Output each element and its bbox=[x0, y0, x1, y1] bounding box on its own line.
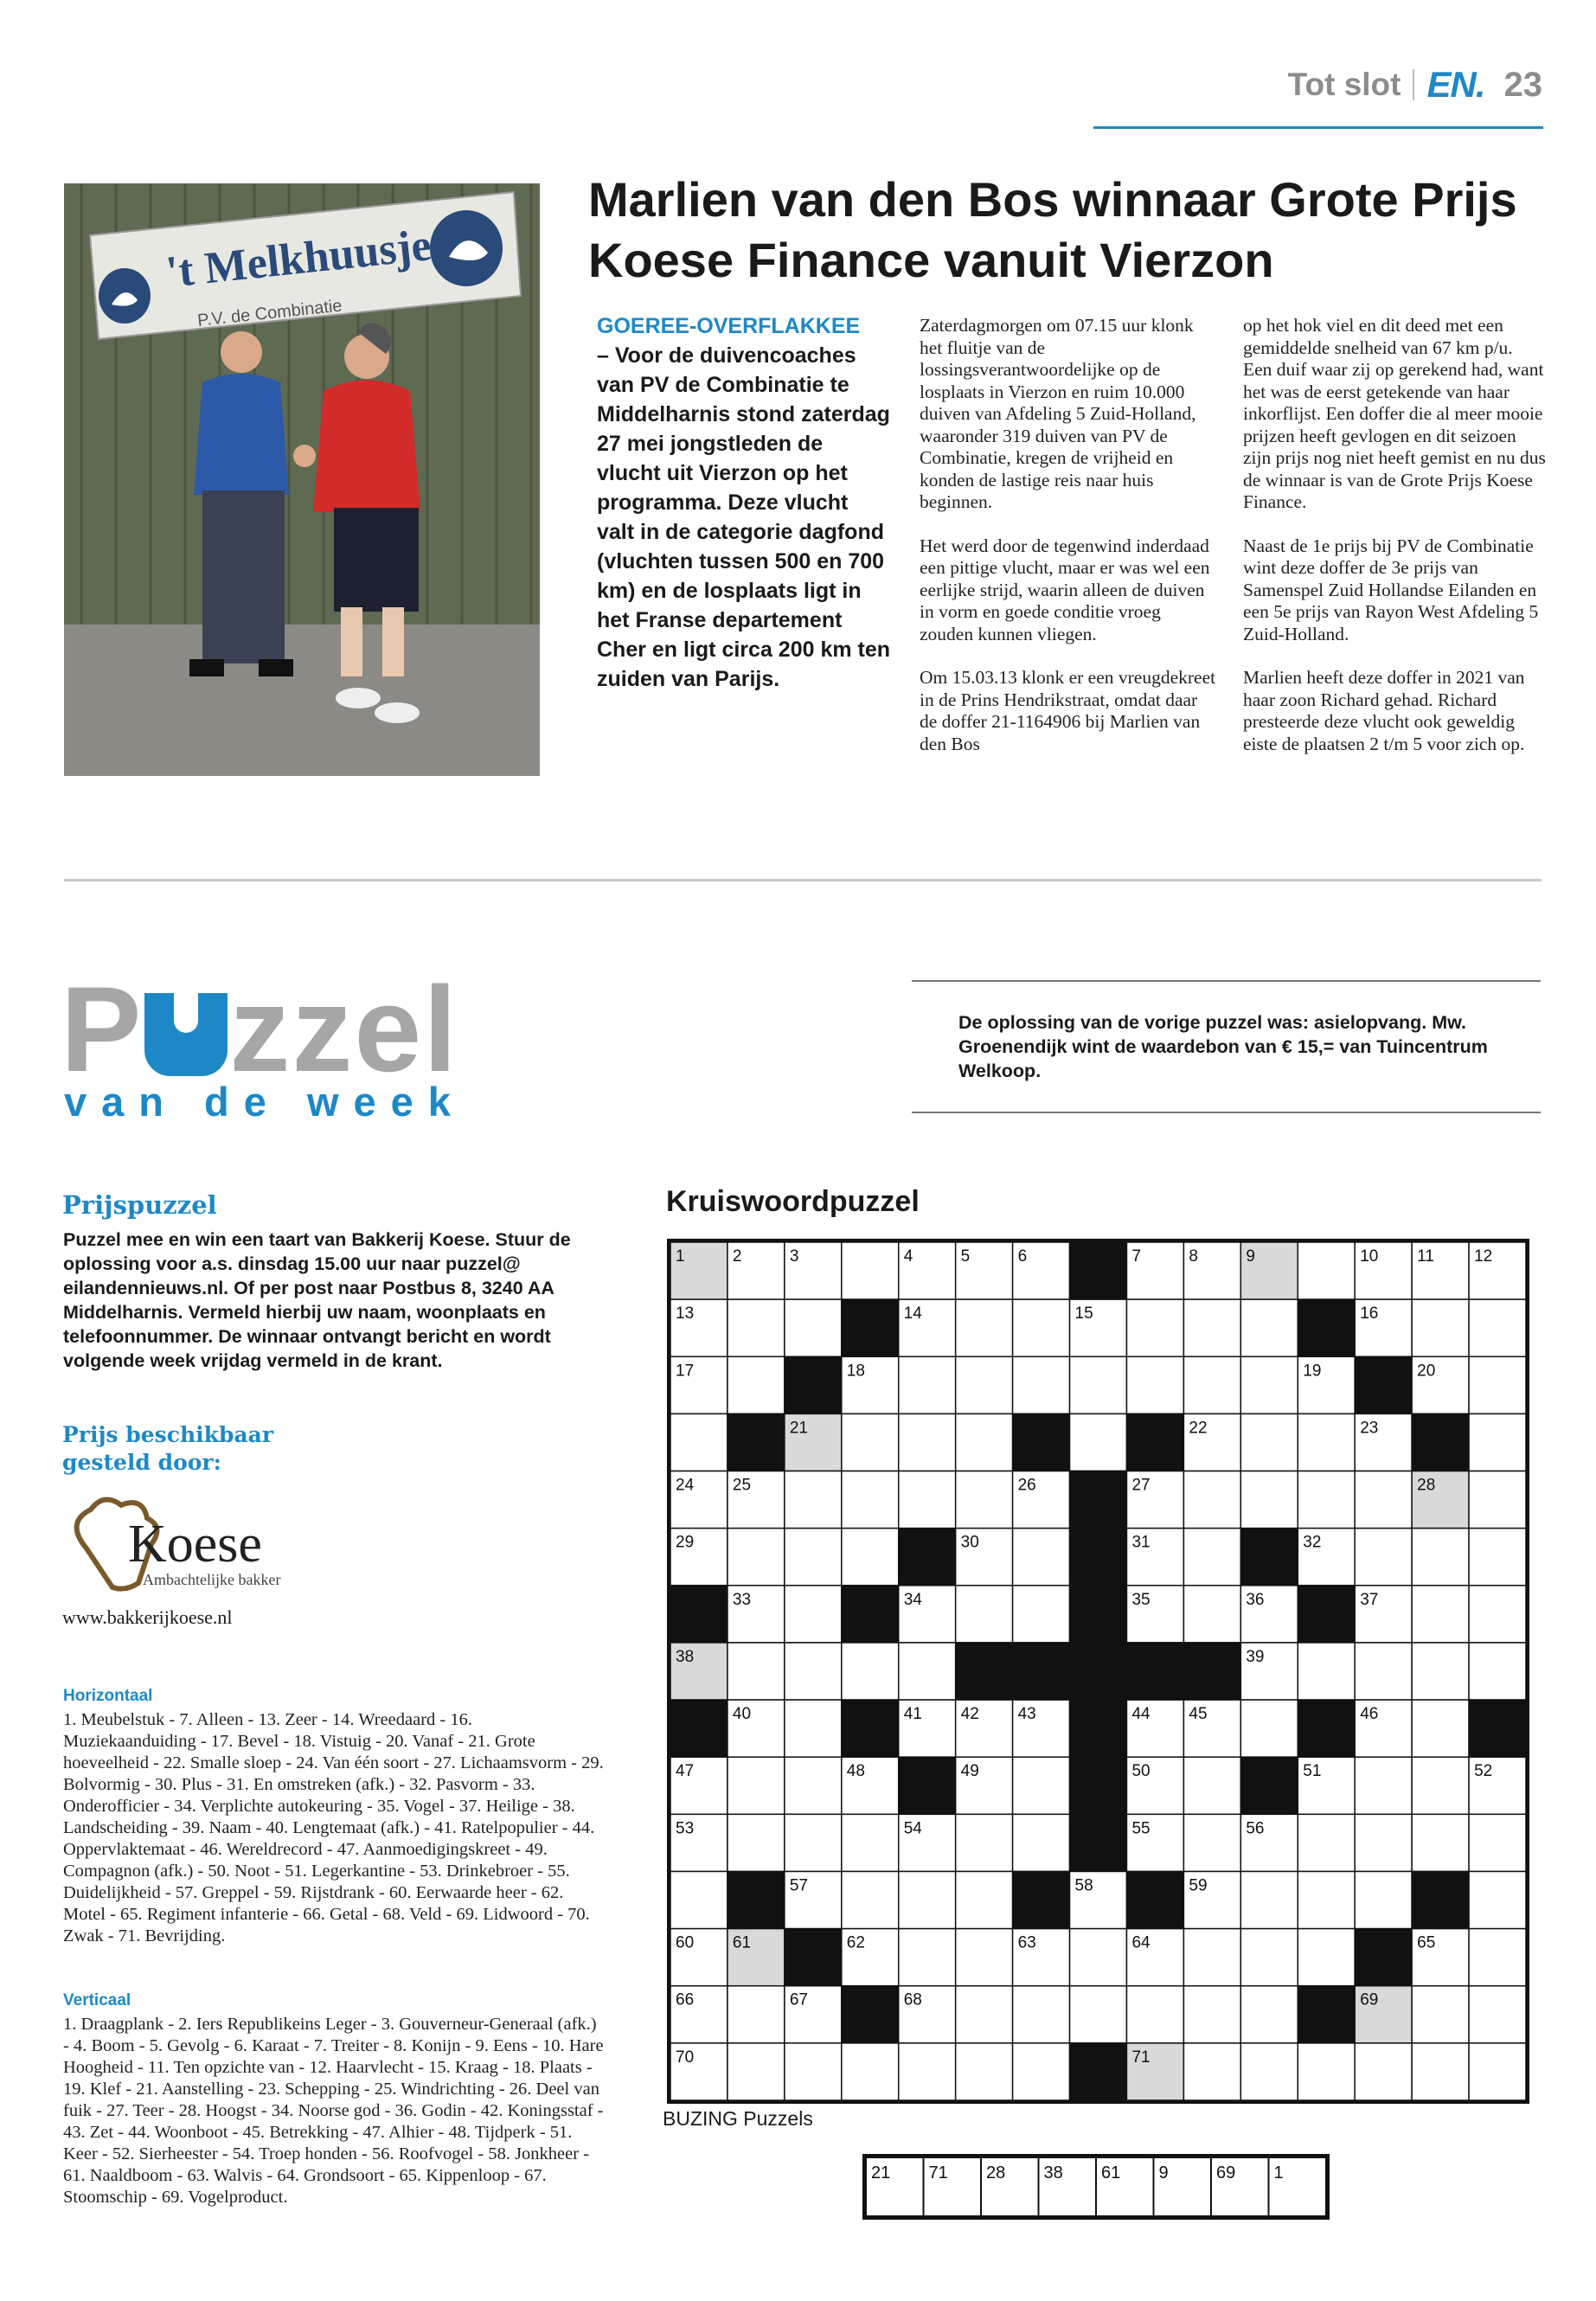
grid-cell-black bbox=[1070, 1757, 1127, 1814]
newspaper-logo: EN. bbox=[1426, 64, 1485, 105]
grid-cell[interactable] bbox=[1240, 1929, 1298, 1986]
grid-cell[interactable] bbox=[1469, 1356, 1526, 1413]
grid-cell-black bbox=[1070, 1471, 1127, 1529]
grid-cell[interactable] bbox=[1469, 1871, 1526, 1928]
paragraph: Om 15.03.13 klonk er een vreugdekreet in de Prins Hendrikstraat, omdat daar de doffer 21-1164906 bij Marlien van den Bos bbox=[920, 667, 1216, 754]
grid-cell[interactable] bbox=[956, 1356, 1013, 1413]
grid-number: 52 bbox=[1474, 1762, 1493, 1781]
grid-cell-black bbox=[956, 1643, 1013, 1700]
grid-cell[interactable] bbox=[1298, 1871, 1355, 1928]
grid-cell-black bbox=[1412, 1413, 1469, 1471]
grid-cell[interactable] bbox=[956, 1986, 1013, 2043]
grid-number: 13 bbox=[676, 1304, 695, 1324]
grid-cell-black bbox=[1070, 2043, 1127, 2100]
grid-cell[interactable] bbox=[1412, 1757, 1469, 1814]
prize-puzzle-title: Prijspuzzel bbox=[62, 1190, 217, 1220]
grid-number: 47 bbox=[676, 1762, 695, 1781]
grid-cell[interactable] bbox=[785, 1529, 842, 1586]
grid-cell[interactable] bbox=[1412, 2043, 1469, 2100]
grid-number: 63 bbox=[1017, 1933, 1036, 1952]
grid-number: 44 bbox=[1131, 1705, 1151, 1724]
grid-cell[interactable] bbox=[1126, 1356, 1183, 1413]
grid-cell[interactable] bbox=[1469, 1643, 1526, 1700]
sponsor-name: Koese bbox=[128, 1515, 262, 1574]
grid-cell[interactable] bbox=[956, 1929, 1013, 1986]
solution-cell-number: 21 bbox=[871, 2163, 891, 2182]
grid-number: 35 bbox=[1131, 1590, 1151, 1609]
grid-number: 30 bbox=[960, 1533, 979, 1552]
grid-cell[interactable] bbox=[1126, 1986, 1183, 2043]
grid-cell-black bbox=[727, 1413, 785, 1471]
grid-cell[interactable] bbox=[1240, 1413, 1298, 1471]
grid-cell[interactable] bbox=[1469, 1299, 1526, 1356]
solution-cell-number: 9 bbox=[1158, 2163, 1169, 2182]
grid-number: 29 bbox=[676, 1533, 695, 1552]
grid-cell[interactable] bbox=[842, 1643, 899, 1700]
grid-number: 15 bbox=[1074, 1304, 1093, 1324]
page-header bbox=[1288, 64, 1542, 106]
grid-number: 4 bbox=[903, 1247, 913, 1266]
grid-number: 40 bbox=[732, 1705, 752, 1724]
grid-number: 67 bbox=[789, 1990, 809, 2009]
grid-cell-black bbox=[1126, 1643, 1183, 1700]
grid-cell-black bbox=[1126, 1413, 1183, 1471]
grid-cell[interactable] bbox=[727, 1757, 785, 1814]
grid-cell[interactable] bbox=[670, 1413, 727, 1471]
prize-line: gesteld door: bbox=[62, 1450, 221, 1475]
puzzle-subtitle: van de week bbox=[64, 1079, 465, 1125]
grid-number: 57 bbox=[789, 1876, 809, 1895]
grid-cell[interactable] bbox=[1298, 1929, 1355, 1986]
grid-cell[interactable] bbox=[727, 1986, 785, 2043]
grid-number: 9 bbox=[1246, 1247, 1255, 1266]
grid-cell-black bbox=[1070, 1586, 1127, 1643]
koese-logo bbox=[61, 1497, 337, 1600]
grid-cell[interactable] bbox=[1240, 1986, 1298, 2043]
grid-cell[interactable] bbox=[842, 1529, 899, 1586]
article-lead: – Voor de duivencoaches van PV de Combinatie te Middelharnis stond zaterdag 27 mei jongstleden de vlucht uit Vierzon op het programma. Deze vlucht valt in de categorie dagfond (vluchten tussen 500 en 700 km) en de losplaats ligt in het Franse departement Cher en ligt circa 200 km ten zuiden van Parijs. bbox=[597, 343, 891, 691]
grid-cell[interactable] bbox=[727, 2043, 785, 2100]
grid-cell[interactable] bbox=[1469, 1986, 1526, 2043]
solution-grid[interactable] bbox=[862, 2154, 1330, 2220]
grid-cell[interactable] bbox=[1013, 1529, 1070, 1586]
grid-cell[interactable] bbox=[1355, 2043, 1412, 2100]
grid-cell[interactable] bbox=[1298, 2043, 1355, 2100]
grid-number: 27 bbox=[1131, 1476, 1151, 1495]
grid-cell[interactable] bbox=[1469, 1413, 1526, 1471]
grid-cell[interactable] bbox=[1412, 1529, 1469, 1586]
grid-number: 34 bbox=[903, 1590, 922, 1609]
grid-cell-black bbox=[1240, 1529, 1298, 1586]
grid-cell-black bbox=[1070, 1529, 1127, 1586]
grid-cell[interactable] bbox=[1469, 2043, 1526, 2100]
grid-number: 25 bbox=[732, 1476, 752, 1495]
sponsor-tagline: Ambachtelijke bakker bbox=[143, 1571, 281, 1588]
grid-cell[interactable] bbox=[727, 1356, 785, 1413]
header-divider bbox=[1413, 69, 1414, 100]
grid-cell[interactable] bbox=[1013, 1757, 1070, 1814]
grid-cell[interactable] bbox=[1240, 1471, 1298, 1529]
grid-cell[interactable] bbox=[1355, 1757, 1412, 1814]
grid-number: 39 bbox=[1246, 1647, 1265, 1666]
grid-number: 38 bbox=[676, 1647, 695, 1666]
grid-cell[interactable] bbox=[1412, 1299, 1469, 1356]
grid-number: 61 bbox=[732, 1933, 752, 1952]
grid-cell[interactable] bbox=[1469, 1529, 1526, 1586]
grid-cell[interactable] bbox=[1412, 1586, 1469, 1643]
grid-number: 60 bbox=[676, 1933, 695, 1952]
grid-cell-black bbox=[1126, 1871, 1183, 1928]
grid-cell[interactable] bbox=[785, 1700, 842, 1757]
grid-cell[interactable] bbox=[1183, 1986, 1240, 2043]
grid-cell[interactable] bbox=[727, 1814, 785, 1871]
sponsor-url: www.bakkerijkoese.nl bbox=[62, 1606, 233, 1628]
grid-number: 66 bbox=[676, 1990, 695, 2009]
grid-cell-black bbox=[1240, 1757, 1298, 1814]
grid-number: 11 bbox=[1417, 1247, 1434, 1266]
article-column-1 bbox=[920, 315, 1218, 777]
solution-cell-number: 69 bbox=[1216, 2163, 1236, 2182]
grid-cell-black bbox=[727, 1871, 785, 1928]
paragraph: Marlien heeft deze doffer in 2021 van haar zoon Richard gehad. Richard presteerde deze vlucht ook geweldig eiste de plaatsen 2 t/m 5 voor zich op. bbox=[1243, 667, 1525, 754]
grid-cell[interactable] bbox=[1412, 1700, 1469, 1757]
grid-number: 46 bbox=[1360, 1705, 1379, 1724]
article-photo bbox=[64, 183, 540, 776]
grid-number: 33 bbox=[732, 1590, 752, 1609]
grid-number: 41 bbox=[903, 1705, 922, 1724]
grid-cell[interactable] bbox=[1355, 1471, 1412, 1529]
grid-cell[interactable] bbox=[1183, 1586, 1240, 1643]
grid-number: 20 bbox=[1417, 1362, 1436, 1381]
prize-line: Prijs beschikbaar bbox=[62, 1422, 274, 1447]
grid-number: 16 bbox=[1360, 1304, 1379, 1324]
previous-solution: De oplossing van de vorige puzzel was: asielopvang. Mw. Groenendijk wint de waardebon van € 15,= van Tuincentrum Welkoop. bbox=[958, 1012, 1488, 1081]
section-label: Tot slot bbox=[1287, 67, 1401, 102]
grid-cell-black bbox=[1298, 1986, 1355, 2043]
grid-cell[interactable] bbox=[899, 1871, 956, 1928]
grid-number: 55 bbox=[1131, 1819, 1151, 1838]
grid-cell[interactable] bbox=[1183, 1929, 1240, 1986]
grid-cell[interactable] bbox=[1298, 1814, 1355, 1871]
grid-cell[interactable] bbox=[1183, 2043, 1240, 2100]
grid-cell-black bbox=[1355, 1929, 1412, 1986]
grid-cell-black bbox=[785, 1929, 842, 1986]
grid-cell-black bbox=[1469, 1700, 1526, 1757]
grid-cell[interactable] bbox=[842, 1413, 899, 1471]
grid-cell-black bbox=[1298, 1700, 1355, 1757]
grid-number: 3 bbox=[789, 1247, 799, 1266]
grid-cell[interactable] bbox=[899, 1643, 956, 1700]
grid-number: 22 bbox=[1189, 1419, 1208, 1438]
grid-cell-black bbox=[670, 1700, 727, 1757]
grid-number: 24 bbox=[676, 1476, 695, 1495]
grid-cell-black bbox=[1013, 1643, 1070, 1700]
grid-cell-black bbox=[842, 1700, 899, 1757]
grid-number: 45 bbox=[1189, 1705, 1208, 1724]
vertical-clues-title: Verticaal bbox=[63, 1991, 131, 2009]
paragraph: Het werd door de tegenwind inderdaad een pittige vlucht, maar er was wel een eerlijke strijd, waarin alleen de duiven in vorm en goede conditie vroeg zouden kunnen vliegen. bbox=[920, 535, 1210, 644]
grid-cell-black bbox=[899, 1529, 956, 1586]
grid-cell[interactable] bbox=[842, 1471, 899, 1529]
grid-number: 31 bbox=[1131, 1533, 1151, 1552]
grid-cell[interactable] bbox=[727, 1643, 785, 1700]
grid-cell-black bbox=[1070, 1700, 1127, 1757]
grid-number: 21 bbox=[789, 1419, 809, 1438]
grid-cell-black bbox=[1070, 1643, 1127, 1700]
header-rule bbox=[1093, 126, 1543, 129]
grid-cell[interactable] bbox=[1013, 1986, 1070, 2043]
solution-cell-number: 38 bbox=[1043, 2163, 1063, 2182]
grid-cell[interactable] bbox=[1469, 1471, 1526, 1529]
grid-number: 36 bbox=[1246, 1590, 1265, 1609]
article-headline: Marlien van den Bos winnaar Grote Prijs Koese Finance vanuit Vierzon bbox=[588, 172, 1517, 287]
grid-number: 49 bbox=[960, 1762, 979, 1781]
paragraph: Naast de 1e prijs bij PV de Combinatie wint deze doffer de 3e prijs van Samenspel Zuid Hollandse Eilanden en een 5e prijs van Rayon West Afdeling 5 Zuid-Holland. bbox=[1243, 535, 1539, 644]
grid-cell[interactable] bbox=[1070, 1356, 1127, 1413]
article-column-2 bbox=[1243, 315, 1546, 777]
grid-number: 43 bbox=[1017, 1705, 1036, 1724]
grid-cell[interactable] bbox=[1355, 1529, 1412, 1586]
grid-number: 53 bbox=[676, 1819, 695, 1838]
grid-number: 65 bbox=[1417, 1933, 1436, 1952]
grid-number: 51 bbox=[1303, 1762, 1322, 1781]
grid-number: 12 bbox=[1474, 1247, 1493, 1266]
grid-cell[interactable] bbox=[1469, 1929, 1526, 1986]
grid-cell[interactable] bbox=[1469, 1814, 1526, 1871]
grid-cell[interactable] bbox=[670, 1871, 727, 1928]
grid-cell[interactable] bbox=[956, 1814, 1013, 1871]
grid-cell-black bbox=[842, 1586, 899, 1643]
grid-cell[interactable] bbox=[785, 1814, 842, 1871]
grid-cell[interactable] bbox=[785, 1586, 842, 1643]
grid-number: 19 bbox=[1303, 1362, 1322, 1381]
article-intro bbox=[597, 311, 891, 694]
grid-cell[interactable] bbox=[1355, 1814, 1412, 1871]
grid-cell[interactable] bbox=[956, 1471, 1013, 1529]
paragraph: op het hok viel en dit deed met een gemiddelde snelheid van 67 km p/u. Een duif waar zij op gerekend had, want het was de eerst getekende van haar inkorflijst. Een doffer die al meer mooie prijzen heeft gevlogen en dit seizoen zijn prijs nog niet heeft gemist en nu dus de winnaar is van de Grote Prijs Koese Finance. bbox=[1243, 315, 1546, 512]
grid-cell[interactable] bbox=[1298, 1471, 1355, 1529]
grid-cell[interactable] bbox=[1469, 1586, 1526, 1643]
grid-number: 23 bbox=[1360, 1419, 1379, 1438]
solution-cell-number: 1 bbox=[1273, 2163, 1284, 2182]
horizontal-clues-title: Horizontaal bbox=[63, 1687, 153, 1705]
grid-cell[interactable] bbox=[1183, 1757, 1240, 1814]
grid-cell[interactable] bbox=[842, 1242, 899, 1299]
grid-number: 14 bbox=[903, 1304, 922, 1324]
solution-cell-number: 71 bbox=[928, 2163, 948, 2182]
grid-cell-black bbox=[1070, 1242, 1127, 1299]
grid-number: 18 bbox=[846, 1362, 865, 1381]
grid-cell[interactable] bbox=[899, 1471, 956, 1529]
grid-number: 28 bbox=[1417, 1476, 1436, 1495]
grid-number: 48 bbox=[846, 1762, 865, 1781]
grid-cell[interactable] bbox=[842, 1814, 899, 1871]
grid-cell[interactable] bbox=[1013, 1299, 1070, 1356]
grid-cell[interactable] bbox=[1013, 2043, 1070, 2100]
grid-number: 70 bbox=[676, 2048, 695, 2067]
grid-cell[interactable] bbox=[785, 1757, 842, 1814]
grid-cell[interactable] bbox=[899, 2043, 956, 2100]
grid-cell[interactable] bbox=[727, 1299, 785, 1356]
grid-cell[interactable] bbox=[1070, 1929, 1127, 1986]
grid-number: 2 bbox=[732, 1247, 742, 1266]
paragraph: Zaterdagmorgen om 07.15 uur klonk het fluitje van de lossingsverantwoordelijke op de losplaats in Vierzon en ruim 10.000 duiven van Afdeling 5 Zuid-Holland, waaronder 319 duiven van PV de Combinatie, kregen de vrijheid en konden de lastige reis naar huis beginnen. bbox=[920, 315, 1196, 512]
grid-cell[interactable] bbox=[956, 1299, 1013, 1356]
prize-sponsor-heading bbox=[62, 1421, 273, 1477]
grid-cell[interactable] bbox=[1355, 1643, 1412, 1700]
page-number: 23 bbox=[1503, 65, 1542, 104]
grid-number: 58 bbox=[1074, 1876, 1093, 1895]
grid-cell[interactable] bbox=[1240, 1299, 1298, 1356]
grid-number: 32 bbox=[1303, 1533, 1322, 1552]
grid-cell-black bbox=[1298, 1586, 1355, 1643]
grid-cell[interactable] bbox=[1298, 1242, 1355, 1299]
grid-number: 69 bbox=[1360, 1990, 1379, 2009]
grid-cell[interactable] bbox=[899, 1929, 956, 1986]
horizontal-clues: 1. Meubelstuk - 7. Alleen - 13. Zeer - 14. Wreedaard - 16. Muziekaanduiding - 17. Bevel - 18. Vistuig - 20. Vanaf - 21. Grote hoeveelheid - 22. Smalle sloep - 24. Van één soort - 27. Lichaamsvorm - 29. Bolvormig - 30. Plus - 31. En omstreken (afk.) - 32. Pasvorm - 33. Onderofficier - 34. Verplichte autokeuring - 35. Vogel - 37. Heilige - 38. Landscheiding - 39. Naam - 40. Lengtemaat (afk.) - 41. Ratelpopulier - 44. Oppervlaktemaat - 46. Wereldrecord - 47. Aanmoedigingskreet - 49. Compagnon (afk.) - 50. Noot - 51. Legerkantine - 53. Drinkebroer - 55. Duidelijkheid - 57. Greppel - 59. Rijstdrank - 60. Eerwaarde heer - 62. Motel - 65. Regiment infanterie - 66. Getal - 68. Veld - 69. Lidwoord - 70. Zwak - 71. Bevrijding. bbox=[63, 1710, 604, 1945]
solution-cell-number: 61 bbox=[1101, 2163, 1121, 2182]
grid-cell[interactable] bbox=[1355, 1871, 1412, 1928]
grid-number: 42 bbox=[960, 1705, 979, 1724]
article-dateline: GOEREE-OVERFLAKKEE bbox=[597, 314, 861, 338]
grid-cell-black bbox=[1298, 1299, 1355, 1356]
grid-cell[interactable] bbox=[1126, 1299, 1183, 1356]
solution-cell-number: 28 bbox=[986, 2163, 1006, 2182]
grid-cell[interactable] bbox=[956, 1413, 1013, 1471]
grid-number: 54 bbox=[903, 1819, 922, 1838]
grid-cell[interactable] bbox=[785, 1643, 842, 1700]
grid-cell[interactable] bbox=[727, 1529, 785, 1586]
grid-cell-black bbox=[1183, 1643, 1240, 1700]
grid-cell[interactable] bbox=[1013, 1814, 1070, 1871]
grid-number: 26 bbox=[1017, 1476, 1036, 1495]
grid-cell-black bbox=[1013, 1871, 1070, 1928]
grid-cell[interactable] bbox=[1070, 1986, 1127, 2043]
prize-puzzle-text: Puzzel mee en win een taart van Bakkerij Koese. Stuur de oplossing voor a.s. dinsdag 15.00 uur naar puzzel@ eilandennieuws.nl. Of per post naar Postbus 8, 3240 AA Middelharnis. Vermeld hierbij uw naam, woonplaats en telefoonnummer. De winnaar ontvangt bericht en wordt volgende week vrijdag vermeld in de krant. bbox=[63, 1229, 571, 1371]
grid-cell[interactable] bbox=[1070, 1413, 1127, 1471]
grid-cell[interactable] bbox=[956, 1871, 1013, 1928]
grid-cell-black bbox=[670, 1586, 727, 1643]
grid-cell[interactable] bbox=[1183, 1471, 1240, 1529]
grid-cell[interactable] bbox=[1183, 1529, 1240, 1586]
grid-cell[interactable] bbox=[956, 2043, 1013, 2100]
grid-number: 62 bbox=[846, 1933, 865, 1952]
grid-number: 8 bbox=[1189, 1247, 1198, 1266]
grid-cell-black bbox=[785, 1356, 842, 1413]
grid-cell-black bbox=[1355, 1356, 1412, 1413]
puzzle-title: P zzel bbox=[61, 961, 459, 1097]
grid-cell[interactable] bbox=[1240, 2043, 1298, 2100]
grid-cell[interactable] bbox=[899, 1356, 956, 1413]
grid-number: 5 bbox=[960, 1247, 971, 1266]
grid-cell-black bbox=[1013, 1413, 1070, 1471]
grid-number: 10 bbox=[1360, 1247, 1379, 1266]
photo-sign-subtext: P.V. de Combinatie bbox=[196, 296, 343, 330]
grid-cell[interactable] bbox=[1240, 1356, 1298, 1413]
grid-cell[interactable] bbox=[785, 1299, 842, 1356]
grid-cell[interactable] bbox=[1013, 1586, 1070, 1643]
grid-number: 37 bbox=[1360, 1590, 1379, 1609]
grid-cell[interactable] bbox=[1412, 1814, 1469, 1871]
grid-cell[interactable] bbox=[842, 1871, 899, 1928]
crossword-grid[interactable] bbox=[667, 1239, 1529, 2104]
grid-number: 1 bbox=[676, 1247, 685, 1266]
grid-cell[interactable] bbox=[785, 2043, 842, 2100]
vertical-clues: 1. Draagplank - 2. Iers Republikeins Leger - 3. Gouverneur-Generaal (afk.) - 4. Boom - 5. Gevolg - 6. Karaat - 7. Treiter - 8. Konijn - 9. Eens - 10. Hare Hoogheid - 11. Ten opzichte van - 12. Haarvlecht - 15. Kraag - 18. Plaats - 19. Klef - 21. Aanstelling - 23. Schepping - 25. Windrichting - 26. Deel van fuik - 27. Teer - 28. Hoogst - 34. Noorse god - 36. Godin - 42. Koningsstaf - 43. Zet - 44. Woonboot - 45. Betrekking - 47. Alhier - 48. Tijdperk - 51. Keer - 52. Sierheester - 54. Troep honden - 56. Roofvogel - 58. Jonkheer - 61. Naaldboom - 63. Walvis - 64. Grondsoort - 65. Kippenloop - 67. Stoomschip - 69. Vogelproduct. bbox=[63, 2015, 604, 2207]
grid-cell-black bbox=[899, 1757, 956, 1814]
grid-cell[interactable] bbox=[1183, 1356, 1240, 1413]
grid-cell-black bbox=[1070, 1814, 1127, 1871]
grid-cell-black bbox=[842, 1986, 899, 2043]
rule bbox=[912, 1112, 1541, 1113]
grid-cell[interactable] bbox=[1412, 1986, 1469, 2043]
grid-cell[interactable] bbox=[785, 1471, 842, 1529]
grid-number: 56 bbox=[1246, 1819, 1265, 1838]
grid-number: 50 bbox=[1131, 1762, 1151, 1781]
grid-number: 7 bbox=[1131, 1247, 1142, 1266]
grid-number: 64 bbox=[1131, 1933, 1151, 1952]
grid-number: 71 bbox=[1131, 2048, 1151, 2067]
grid-cell-black bbox=[842, 1299, 899, 1356]
crossword-title: Kruiswoordpuzzel bbox=[666, 1185, 920, 1218]
grid-cell[interactable] bbox=[1183, 1299, 1240, 1356]
grid-cell-black bbox=[1412, 1871, 1469, 1928]
grid-number: 59 bbox=[1189, 1876, 1208, 1895]
grid-number: 17 bbox=[676, 1362, 695, 1381]
rule bbox=[912, 980, 1541, 982]
grid-cell[interactable] bbox=[1412, 1643, 1469, 1700]
grid-cell[interactable] bbox=[1183, 1814, 1240, 1871]
grid-cell[interactable] bbox=[899, 1413, 956, 1471]
photo-sign-text: 't Melkhuusje bbox=[163, 221, 434, 298]
grid-cell[interactable] bbox=[1298, 1413, 1355, 1471]
grid-cell[interactable] bbox=[1240, 1871, 1298, 1928]
grid-number: 6 bbox=[1017, 1247, 1028, 1266]
section-divider bbox=[64, 879, 1542, 881]
grid-cell[interactable] bbox=[842, 2043, 899, 2100]
grid-cell[interactable] bbox=[1240, 1700, 1298, 1757]
grid-cell[interactable] bbox=[1298, 1643, 1355, 1700]
grid-cell[interactable] bbox=[1013, 1356, 1070, 1413]
grid-number: 68 bbox=[903, 1990, 922, 2009]
grid-cell[interactable] bbox=[956, 1586, 1013, 1643]
puzzle-credit: BUZING Puzzels bbox=[663, 2107, 813, 2130]
